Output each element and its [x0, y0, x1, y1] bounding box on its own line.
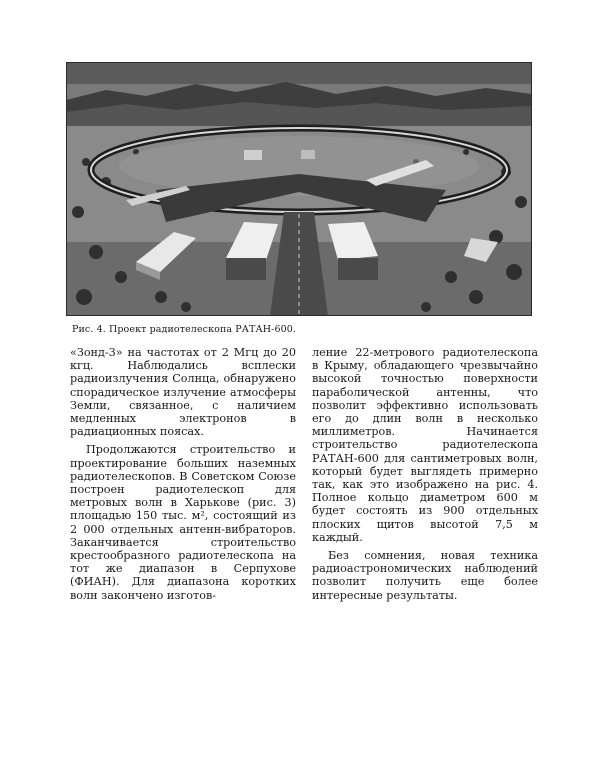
paragraph: ление 22-метрового радиотелескопа в Крыму, обладающего чрезвычайно высокой точностью поверхности параболической антенны, что позволит эффективно использовать его до длин волн в несколько миллиметров. Начинается строительство радиотелескопа РАТАН-600 для сантиметровых волн, который будет выглядеть примерно так, как это изображено на рис. 4. Полное кольцо диаметром 600 м будет состоять из 900 отдельных плоских щитов высотой 7,5 м каждый.	[312, 346, 538, 544]
figure-caption: Рис. 4. Проект радиотелескопа РАТАН-600.	[72, 324, 297, 335]
left-text-column	[70, 346, 296, 602]
paragraph: Без сомнения, новая техника радиоастрономических наблюдений позволит получить еще более интересные результаты.	[312, 549, 538, 602]
paragraph: «Зонд-3» на частотах от 2 Мгц до 20 кгц. Наблюдались всплески радиоизлучения Солнца, обнаружено спорадическое излучение атмосферы Земли, связанное, с наличием медленных электронов в радиационных поясах.	[70, 346, 296, 439]
paragraph: Продолжаются строительство и проектирование больших наземных радиотелескопов. В Советском Союзе построен радиотелескоп для метровых волн в Харькове (рис. 3) площадью 150 тыс. м², состоящий из 2 000 отдельных антенн-вибраторов. Заканчивается строительство крестообразного радиотелескопа на тот же диапазон в Серпухове (ФИАН). Для диапазона коротких волн закончено изготов-	[70, 443, 296, 602]
ratan-600-illustration	[66, 62, 532, 316]
right-text-column	[312, 346, 538, 602]
